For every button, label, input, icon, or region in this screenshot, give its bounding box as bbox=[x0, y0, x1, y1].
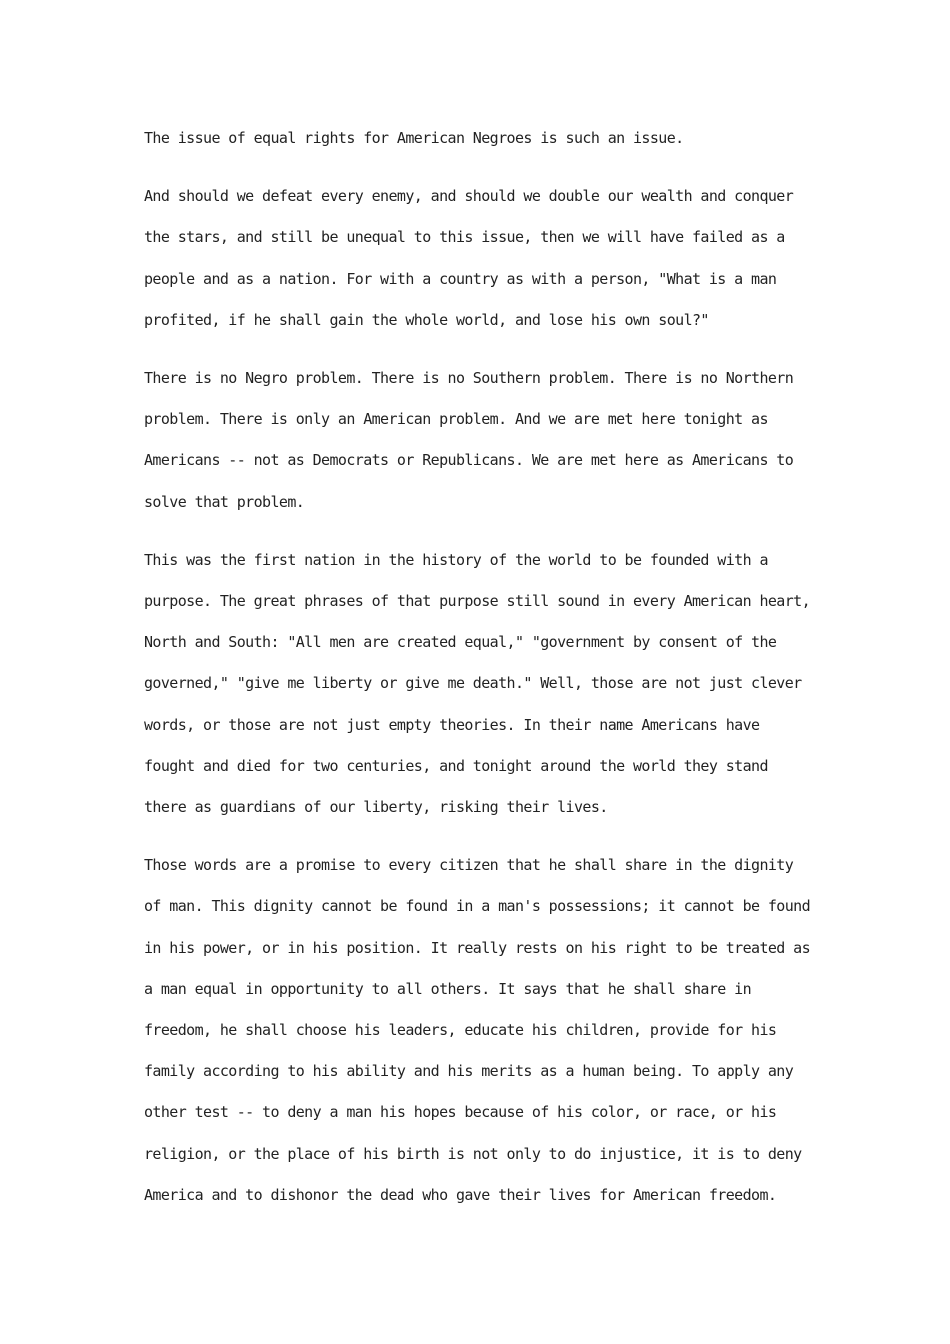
paragraph-promise-to-every-citizen: Those words are a promise to every citizen that he shall share in the dignity of man. This dignity cannot be found in a man's possessions; it cannot be found in his power, or in his position. It really rests on his right to be treated as a man equal in opportunity to all others. It says that he shall share in freedom, he shall choose his leaders, educate his children, provide for his family according to his ability and his merits as a human being. To apply any other test -- to deny a man his hopes because of his color, or race, or his religion, or the place of his birth is not only to do injustice, it is to deny America and to dishonor the dead who gave their lives for American freedom. bbox=[144, 856, 811, 1204]
paragraph-equal-rights-issue: The issue of equal rights for American Negroes is such an issue. bbox=[144, 129, 684, 147]
document-body bbox=[144, 118, 816, 1216]
paragraph-american-problem: There is no Negro problem. There is no Southern problem. There is no Northern problem. There is only an American problem. And we are met here tonight as Americans -- not as Democrats or Republicans. We are met here as Americans to solve that problem. bbox=[144, 369, 794, 511]
paragraph-defeat-every-enemy: And should we defeat every enemy, and should we double our wealth and conquer the stars, and still be unequal to this issue, then we will have failed as a people and as a nation. For with a country as with a person, "What is a man profited, if he shall gain the whole world, and lose his own soul?" bbox=[144, 187, 794, 329]
paragraph-founded-with-purpose: This was the first nation in the history of the world to be founded with a purpose. The great phrases of that purpose still sound in every American heart, North and South: "All men are created equal," "government by consent of the governed," "give me liberty or give me death." Well, those are not just clever words, or those are not just empty theories. In their name Americans have fought and died for two centuries, and tonight around the world they stand there as guardians of our liberty, risking their lives. bbox=[144, 550, 811, 817]
